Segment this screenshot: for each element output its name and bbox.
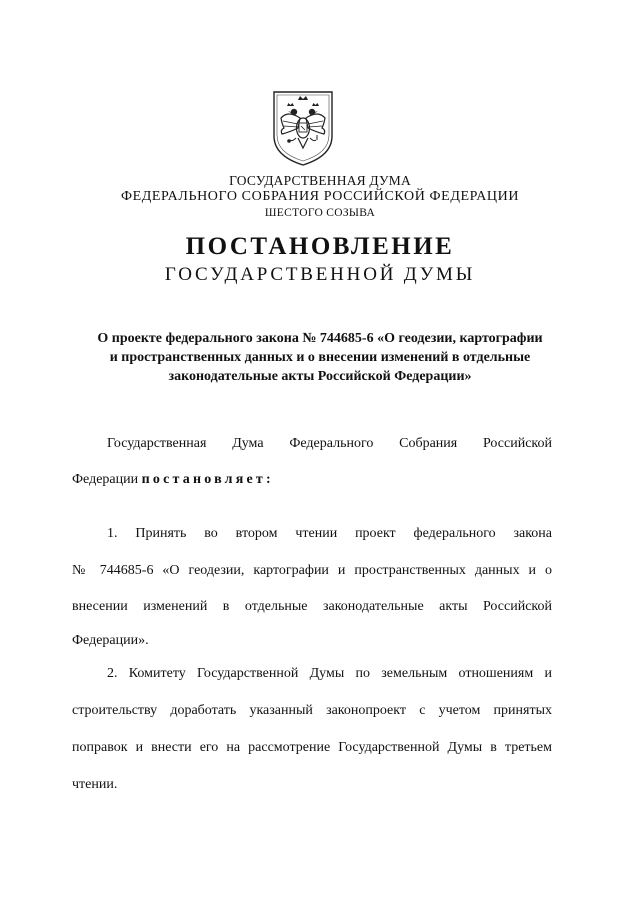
item-line: Федерации». bbox=[72, 633, 149, 648]
org-line-duma: ГОСУДАРСТВЕННАЯ ДУМА bbox=[229, 173, 411, 188]
coat-of-arms-icon bbox=[270, 88, 336, 168]
item-2-line-2 bbox=[72, 701, 552, 720]
resolves-word: постановляет: bbox=[141, 472, 274, 487]
preamble-paragraph bbox=[72, 434, 552, 453]
item-1-line-4 bbox=[72, 631, 552, 650]
org-line-federal-assembly: ФЕДЕРАЛЬНОГО СОБРАНИЯ РОССИЙСКОЙ ФЕДЕРАЦИИ bbox=[120, 189, 520, 204]
item-1-line-3 bbox=[72, 597, 552, 616]
item-line: 1. Принять во втором чтении проект федерального закона bbox=[107, 526, 552, 541]
preamble-line: Государственная Дума Федерального Собрания Российской bbox=[107, 436, 552, 451]
item-line: № 744685-6 «О геодезии, картографии и пространственных данных и о bbox=[72, 563, 552, 578]
item-line: строительству доработать указанный законопроект с учетом принятых bbox=[72, 703, 552, 718]
item-line: чтении. bbox=[72, 777, 118, 792]
item-1-line-2 bbox=[72, 561, 552, 580]
subject-line: и пространственных данных и о внесении изменений в отдельные bbox=[109, 350, 531, 365]
item-1-line-1 bbox=[72, 524, 552, 543]
subject-line: О проекте федерального закона № 744685-6 «О геодезии, картографии bbox=[97, 331, 543, 346]
item-line: внесении изменений в отдельные законодательные акты Российской bbox=[72, 599, 552, 614]
item-2-line-1 bbox=[72, 664, 552, 683]
preamble-prefix: Федерации bbox=[72, 472, 142, 487]
item-line: 2. Комитету Государственной Думы по земельным отношениям и bbox=[107, 666, 552, 681]
preamble-line bbox=[72, 470, 552, 489]
item-line: поправок и внести его на рассмотрение Государственной Думы в третьем bbox=[72, 740, 552, 755]
item-2-line-3 bbox=[72, 738, 552, 757]
document-subject bbox=[60, 329, 580, 386]
subject-line: законодательные акты Российской Федерации» bbox=[168, 369, 472, 384]
document-type-title: ПОСТАНОВЛЕНИЕ bbox=[185, 233, 455, 260]
org-line-convocation: ШЕСТОГО СОЗЫВА bbox=[264, 207, 376, 219]
preamble-paragraph-cont bbox=[72, 470, 552, 489]
document-issuer: ГОСУДАРСТВЕННОЙ ДУМЫ bbox=[164, 264, 476, 285]
item-2-line-4 bbox=[72, 775, 552, 794]
